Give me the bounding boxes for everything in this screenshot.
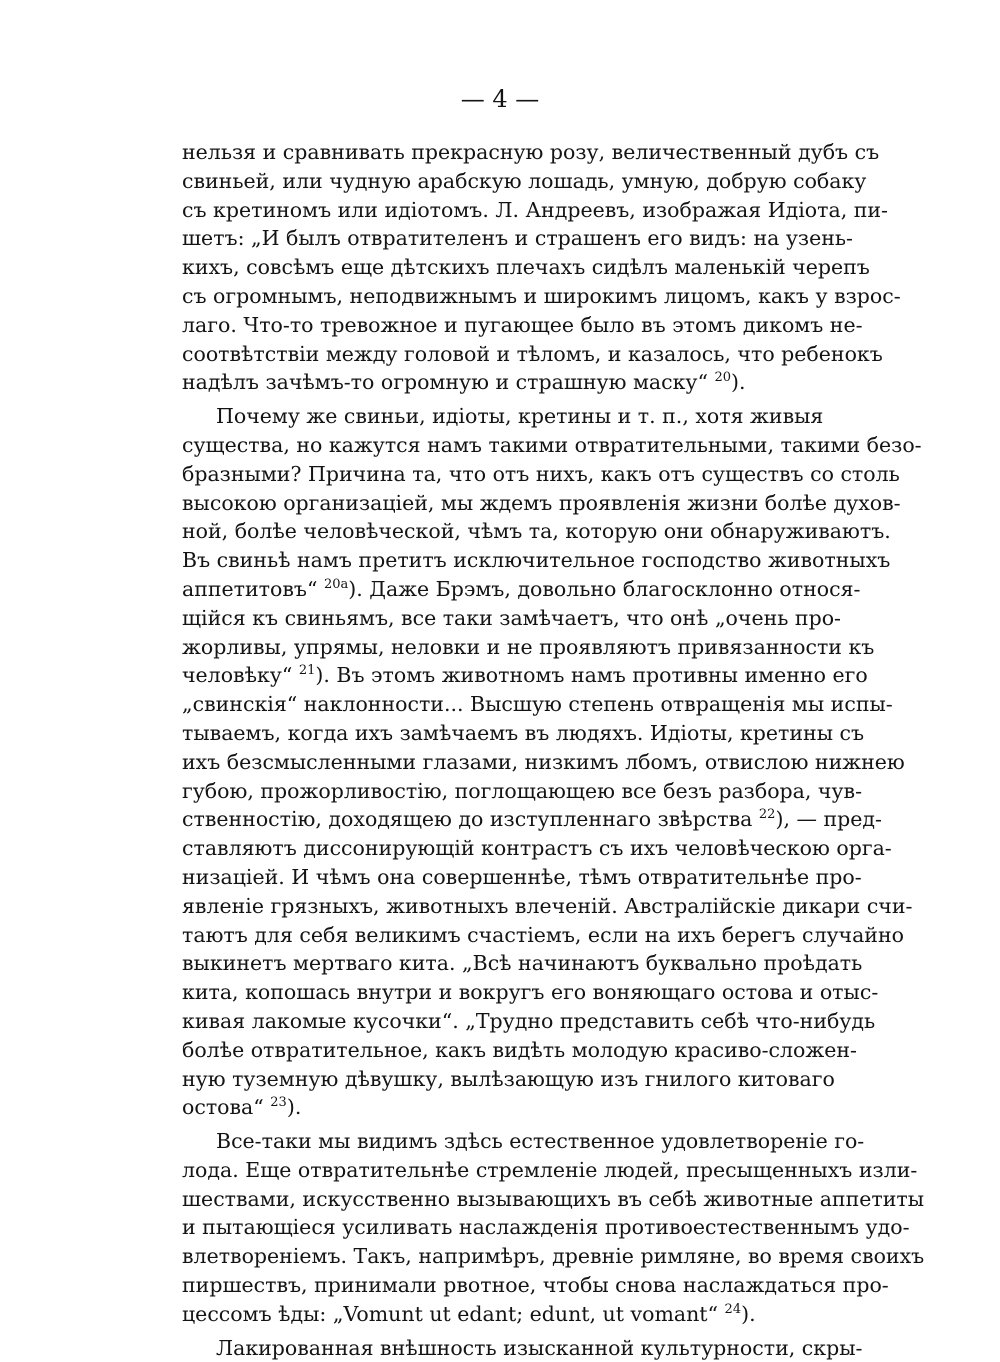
text-line: Лакированная внѣшность изысканной культурности, скры- <box>216 1335 863 1360</box>
footnote-ref: 22 <box>758 807 776 823</box>
text-line: кивая лакомые кусочки“. „Трудно представить себѣ что-нибудь <box>182 1008 876 1033</box>
text-line: ной, болѣе человѣческой, чѣмъ та, которую они обнаруживаютъ. <box>182 519 891 544</box>
text-line: губою, прожорливостiю, поглощающею все безъ разбора, чув- <box>182 778 862 803</box>
text-line: ственностiю, доходящею до изступленнаго звѣрства $^{22}$), — пред- <box>182 807 882 832</box>
text-line: соотвѣтствiи между головой и тѣломъ, и казалось, что ребенокъ <box>182 341 883 366</box>
text-line: Все-таки мы видимъ здѣсь естественное удовлетворенiе го- <box>216 1129 865 1154</box>
text-line: болѣе отвратительное, какъ видѣть молодую красиво-сложен- <box>182 1037 857 1062</box>
text-line: пиршествъ, принимали рвотное, чтобы снова наслаждаться про- <box>182 1273 889 1298</box>
text-line: кихъ, совсѣмъ еще дѣтскихъ плечахъ сидѣлъ маленькiй черепъ <box>182 255 870 280</box>
footnote-ref: 20 <box>714 370 732 386</box>
paragraph <box>182 402 922 1122</box>
footnote-ref: 24 <box>724 1301 742 1317</box>
text-line: таютъ для себя великимъ счастiемъ, если на ихъ берегъ случайно <box>182 922 904 947</box>
footnote-ref: 20а <box>323 576 349 592</box>
text-line: существа, но кажутся намъ такими отвратительными, такими безо- <box>182 432 922 457</box>
body-text <box>182 138 925 1362</box>
text-line: Почему же свиньи, идiоты, кретины и т. п., хотя живыя <box>216 404 824 429</box>
text-line: съ огромнымъ, неподвижнымъ и широкимъ лицомъ, какъ у взрос- <box>182 283 901 308</box>
text-line: кита, копошась внутри и вокругъ его воняющаго остова и отыс- <box>182 980 879 1005</box>
footnote-ref: 21 <box>298 663 316 679</box>
paragraph <box>182 1334 863 1362</box>
text-line: остова“ $^{23}$). <box>182 1095 302 1120</box>
text-line: тываемъ, когда ихъ замѣчаемъ въ людяхъ. Идiоты, кретины съ <box>182 720 865 745</box>
text-line: надѣлъ зачѣмъ-то огромную и страшную маску“ $^{20}$). <box>182 370 746 395</box>
footnote-ref: 23 <box>270 1095 287 1111</box>
paragraph <box>182 1127 925 1329</box>
text-line: свиньей, или чудную арабскую лошадь, умную, добрую собаку <box>182 168 867 193</box>
text-line: ихъ безсмысленными глазами, низкимъ лбомъ, отвислою нижнею <box>182 749 905 774</box>
text-line: выкинетъ мертваго кита. „Всѣ начинаютъ буквально проѣдать <box>182 951 863 976</box>
text-line: аппетитовъ“ $^{20а}$). Даже Брэмъ, довольно благосклонно относя- <box>182 576 861 601</box>
text-line: жорливы, упрямы, неловки и не проявляютъ привязанности къ <box>182 634 875 659</box>
text-line: влетворенiемъ. Такъ, напримѣръ, древнiе римляне, во время своихъ <box>182 1244 925 1269</box>
text-line: человѣку“ $^{21}$). Въ этомъ животномъ намъ противны именно его <box>182 663 868 688</box>
text-line: явленiе грязныхъ, животныхъ влеченiй. Австралiйскiе дикари счи- <box>182 893 913 918</box>
text-line: нельзя и сравнивать прекрасную розу, величественный дубъ съ <box>182 140 880 164</box>
text-line: „свинскiя“ наклонности... Высшую степень отвращенiя мы испы- <box>182 692 893 717</box>
text-line: высокою организацiей, мы ждемъ проявленiя жизни болѣе духов- <box>182 490 901 515</box>
text-line: щiйся къ свиньямъ, все таки замѣчаетъ, что онѣ „очень про- <box>182 605 841 630</box>
text-line: низацiей. И чѣмъ она совершеннѣе, тѣмъ отвратительнѣе про- <box>182 864 862 889</box>
text-line: лода. Еще отвратительнѣе стремленiе людей, пресыщенныхъ изли- <box>182 1157 918 1182</box>
text-line: лаго. Что-то тревожное и пугающее было въ этомъ дикомъ не- <box>182 312 863 337</box>
text-line: бразными? Причина та, что отъ нихъ, какъ отъ существъ со столь <box>182 461 900 486</box>
paragraph <box>182 138 901 397</box>
text-line: шетъ: „И былъ отвратителенъ и страшенъ его видъ: на узень- <box>182 226 853 251</box>
text-line: съ кретиномъ или идiотомъ. Л. Андреевъ, изображая Идiота, пи- <box>182 197 888 222</box>
text-line: ную туземную дѣвушку, вылѣзающую изъ гнилого китоваго <box>182 1066 835 1091</box>
text-line: и пытающiеся усиливать наслажденiя противоестественнымъ удо- <box>182 1215 910 1240</box>
text-line: Въ свиньѣ намъ претитъ исключительное господство животныхъ <box>182 548 891 573</box>
page-number: — 4 — <box>460 85 540 113</box>
text-line: цессомъ ѣды: „Vomunt ut edant; edunt, ut vomant“ $^{24}$). <box>182 1301 756 1326</box>
text-line: шествами, искусственно вызывающихъ въ себѣ животные аппетиты <box>182 1186 925 1211</box>
text-line: ставляютъ диссонирующiй контрастъ съ ихъ человѣческою орга- <box>182 836 892 861</box>
